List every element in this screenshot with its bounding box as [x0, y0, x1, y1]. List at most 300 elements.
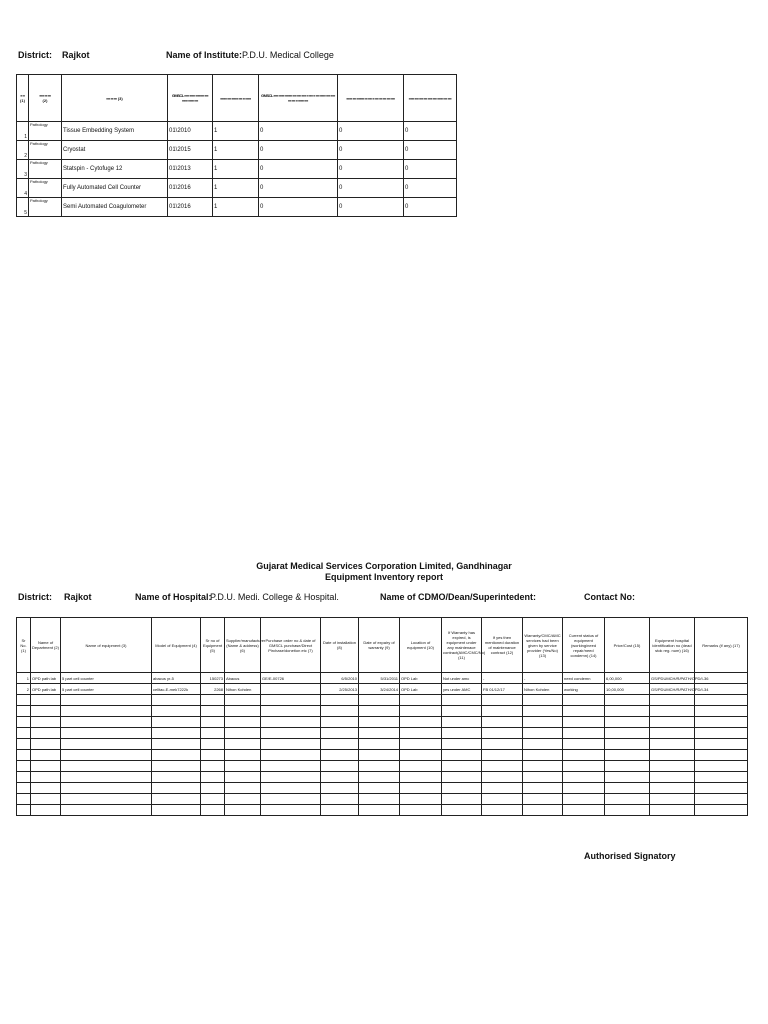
col-header-4: GMSCL ▪▪▪▪▪ ▪▪▪▪▪▪ ▪▪▪▪▪▪▪▪▪ ▪▪▪▪ ▪▪▪▪▪▪ ▪▪▪▪▪▪ ▪▪▪▪: [168, 75, 213, 122]
empty-cell: [31, 706, 61, 717]
cell-contract-duration: FB 01/12/17: [482, 684, 523, 695]
empty-cell: [152, 761, 201, 772]
empty-cell: [31, 794, 61, 805]
row-count: 1: [213, 198, 259, 217]
empty-cell: [61, 728, 152, 739]
empty-cell: [605, 728, 650, 739]
row-value: 0: [404, 122, 457, 141]
empty-cell: [31, 761, 61, 772]
row-count: 1: [213, 160, 259, 179]
empty-cell: [17, 761, 31, 772]
table-row: [17, 198, 457, 217]
row-value: 0: [338, 141, 404, 160]
cell-serial: 150273: [201, 673, 225, 684]
empty-cell: [359, 761, 400, 772]
empty-cell: [321, 717, 359, 728]
row-value: 0: [404, 160, 457, 179]
empty-cell: [523, 706, 563, 717]
form2-district-label: District:: [18, 592, 53, 602]
empty-cell: [400, 739, 442, 750]
empty-cell: [17, 695, 31, 706]
empty-cell: [695, 761, 748, 772]
empty-cell: [321, 739, 359, 750]
col-header-8: ▪▪▪▪▪▪ ▪▪▪▪ ▪▪▪▪ ▪▪▪▪ ▪▪▪▪▪ ▪▪▪▪ ▪▪▪▪▪▪ ▪▪▪▪ ▪▪▪▪: [404, 75, 457, 122]
row-department: Pathology: [29, 198, 62, 217]
empty-table-row: [17, 728, 748, 739]
empty-cell: [17, 772, 31, 783]
empty-cell: [61, 695, 152, 706]
empty-cell: [695, 717, 748, 728]
row-value: 0: [338, 179, 404, 198]
form2-district-value: Rajkot: [64, 592, 92, 602]
cell-current-status: need condemn: [563, 673, 605, 684]
col-header-remarks: Remarks (if any) (17): [695, 618, 748, 673]
col-header-2: ▪▪▪▪▪ ▪▪▪ ▪▪▪ (2): [29, 75, 62, 122]
empty-cell: [563, 706, 605, 717]
empty-table-row: [17, 739, 748, 750]
empty-cell: [359, 750, 400, 761]
cell-contract-duration: -: [482, 673, 523, 684]
row-value: 0: [259, 122, 338, 141]
empty-cell: [261, 695, 321, 706]
empty-cell: [442, 794, 482, 805]
empty-cell: [31, 783, 61, 794]
empty-table-row: [17, 783, 748, 794]
empty-cell: [523, 728, 563, 739]
empty-cell: [261, 739, 321, 750]
col-header-identification-no: Equipment hospital identification no (dead stok reg. num) (16): [650, 618, 695, 673]
row-value: 0: [404, 179, 457, 198]
row-sn: 2: [17, 141, 29, 160]
col-header-location: Location of equipment (10): [400, 618, 442, 673]
row-department: Pathology: [29, 122, 62, 141]
empty-cell: [563, 739, 605, 750]
empty-table-row: [17, 805, 748, 816]
row-value: 0: [404, 141, 457, 160]
row-value: 0: [259, 141, 338, 160]
cell-price: 10,00,000: [605, 684, 650, 695]
empty-cell: [201, 750, 225, 761]
col-header-service-provider: Warranty/CMC/AMC services had been given by service provider (Yes/No) (13): [523, 618, 563, 673]
empty-cell: [523, 739, 563, 750]
empty-cell: [201, 794, 225, 805]
row-equipment: Cryostat: [62, 141, 168, 160]
cell-price: 6,00,000: [605, 673, 650, 684]
empty-cell: [31, 750, 61, 761]
empty-cell: [261, 706, 321, 717]
empty-cell: [650, 728, 695, 739]
empty-cell: [261, 750, 321, 761]
col-header-maintenance-contract: If Warranty has expired, is equipment under any maintenace contract(AMC/CMC/No) (11): [442, 618, 482, 673]
empty-table-row: [17, 695, 748, 706]
cell-supplier: Nihon Kohden: [225, 684, 261, 695]
empty-cell: [400, 750, 442, 761]
empty-table-row: [17, 706, 748, 717]
row-date: 01\2010: [168, 122, 213, 141]
empty-cell: [359, 706, 400, 717]
empty-cell: [563, 717, 605, 728]
empty-cell: [31, 772, 61, 783]
empty-cell: [31, 728, 61, 739]
row-department: Pathology: [29, 141, 62, 160]
empty-cell: [563, 761, 605, 772]
empty-cell: [152, 695, 201, 706]
table-row: [17, 141, 457, 160]
empty-cell: [650, 772, 695, 783]
col-header-price: Price/Cost (15): [605, 618, 650, 673]
empty-cell: [261, 783, 321, 794]
cell-identification-no: GS/PDUMCH/R/PATH/OPD/I-34: [650, 684, 695, 695]
empty-cell: [225, 728, 261, 739]
row-value: 0: [338, 160, 404, 179]
col-header-supplier: Supplier/manufacturer (Name & address) (6): [225, 618, 261, 673]
empty-cell: [321, 805, 359, 816]
cell-model: abacus yr-5: [152, 673, 201, 684]
empty-cell: [482, 805, 523, 816]
empty-cell: [523, 772, 563, 783]
table-row: [17, 160, 457, 179]
empty-cell: [563, 794, 605, 805]
row-sn: 5: [17, 198, 29, 217]
col-header-installation-date: Date of installation (8): [321, 618, 359, 673]
row-value: 0: [259, 160, 338, 179]
empty-cell: [695, 772, 748, 783]
empty-table-row: [17, 717, 748, 728]
empty-cell: [482, 695, 523, 706]
empty-cell: [650, 739, 695, 750]
empty-cell: [17, 750, 31, 761]
empty-cell: [201, 717, 225, 728]
form2-hospital-label: Name of Hospital:: [135, 592, 212, 602]
empty-cell: [225, 794, 261, 805]
row-count: 1: [213, 179, 259, 198]
empty-cell: [695, 739, 748, 750]
empty-cell: [482, 794, 523, 805]
row-equipment: Semi Automated Coagulometer: [62, 198, 168, 217]
empty-cell: [442, 706, 482, 717]
col-header-purchase-order: Purchase order no & date of GMSCL purchase/Direct Pirchase/donetion etc (7): [261, 618, 321, 673]
empty-cell: [359, 805, 400, 816]
empty-table-row: [17, 794, 748, 805]
empty-cell: [152, 706, 201, 717]
empty-cell: [61, 761, 152, 772]
row-sn: 1: [17, 122, 29, 141]
empty-cell: [261, 805, 321, 816]
col-header-7: ▪▪▪▪▪▪ ▪▪▪▪ ▪▪▪▪▪▪▪▪ ▪▪▪ ▪▪▪▪ ▪▪ ▪▪▪▪ ▪▪▪ ▪▪▪▪ ▪▪▪▪ ▪▪▪▪: [338, 75, 404, 122]
form1-institute-value: P.D.U. Medical College: [242, 50, 334, 60]
empty-cell: [17, 706, 31, 717]
empty-cell: [650, 750, 695, 761]
empty-cell: [523, 750, 563, 761]
empty-cell: [605, 717, 650, 728]
table-row: [17, 684, 748, 695]
col-header-3: ▪▪▪▪ ▪▪▪ ▪▪▪ (3): [62, 75, 168, 122]
empty-cell: [31, 739, 61, 750]
table-row: [17, 673, 748, 684]
empty-cell: [61, 739, 152, 750]
empty-cell: [605, 761, 650, 772]
row-value: 0: [259, 198, 338, 217]
empty-cell: [695, 794, 748, 805]
table-header-row: [17, 618, 748, 673]
table-row: [17, 179, 457, 198]
empty-cell: [482, 750, 523, 761]
empty-cell: [17, 783, 31, 794]
empty-cell: [442, 805, 482, 816]
empty-cell: [225, 717, 261, 728]
cell-installation-date: 6/5/2010: [321, 673, 359, 684]
empty-cell: [563, 750, 605, 761]
row-value: 0: [338, 198, 404, 217]
cell-serial: 2268: [201, 684, 225, 695]
form2-hospital-value: P.D.U. Medi. College & Hospital.: [210, 592, 339, 602]
empty-cell: [17, 805, 31, 816]
empty-cell: [442, 717, 482, 728]
empty-cell: [225, 783, 261, 794]
empty-cell: [61, 772, 152, 783]
empty-cell: [321, 761, 359, 772]
empty-cell: [61, 750, 152, 761]
empty-cell: [152, 805, 201, 816]
empty-cell: [359, 717, 400, 728]
empty-cell: [201, 772, 225, 783]
empty-cell: [31, 695, 61, 706]
empty-cell: [523, 717, 563, 728]
empty-cell: [523, 761, 563, 772]
col-header-1: ▪▪ ▪▪ (1): [17, 75, 29, 122]
empty-cell: [650, 717, 695, 728]
cell-maintenance-contract: Not under amc: [442, 673, 482, 684]
form2-cdmo-label: Name of CDMO/Dean/Superintedent:: [380, 592, 537, 602]
empty-cell: [321, 794, 359, 805]
empty-cell: [201, 728, 225, 739]
empty-cell: [695, 783, 748, 794]
empty-cell: [650, 794, 695, 805]
empty-cell: [695, 728, 748, 739]
empty-cell: [442, 695, 482, 706]
empty-cell: [563, 695, 605, 706]
empty-cell: [482, 706, 523, 717]
col-header-equipment: Name of equipment (3): [61, 618, 152, 673]
empty-cell: [321, 772, 359, 783]
empty-cell: [442, 739, 482, 750]
cell-identification-no: GS/PDUMCH/R/PATH/OPD/I-36: [650, 673, 695, 684]
empty-cell: [605, 695, 650, 706]
empty-cell: [605, 805, 650, 816]
cell-sr-no: 2: [17, 684, 31, 695]
empty-cell: [605, 794, 650, 805]
row-date: 01\2013: [168, 160, 213, 179]
empty-cell: [650, 783, 695, 794]
row-date: 01\2016: [168, 198, 213, 217]
empty-cell: [152, 728, 201, 739]
empty-cell: [695, 750, 748, 761]
table-header-row: [17, 75, 457, 122]
empty-cell: [359, 739, 400, 750]
empty-cell: [695, 695, 748, 706]
row-value: 0: [404, 198, 457, 217]
empty-table-row: [17, 750, 748, 761]
cell-location: OPD Lab: [400, 684, 442, 695]
row-department: Pathology: [29, 179, 62, 198]
empty-cell: [523, 695, 563, 706]
empty-cell: [201, 783, 225, 794]
row-value: 0: [259, 179, 338, 198]
empty-cell: [605, 750, 650, 761]
col-header-6: GMSCL ▪▪▪▪▪ ▪▪▪▪▪▪ ▪▪▪▪▪▪▪▪ ▪▪▪▪ ▪▪▪▪ ▪▪▪▪▪ ▪▪ ▪▪▪▪ ▪▪ ▪▪▪▪ ▪▪▪▪▪▪ ▪▪▪▪ ▪▪▪▪▪ ▪▪▪ ▪▪▪▪ ▪▪ ▪▪▪▪▪▪ ▪▪▪▪: [259, 75, 338, 122]
empty-cell: [17, 728, 31, 739]
empty-cell: [61, 717, 152, 728]
cell-warranty-expiry: 3/24/2014: [359, 684, 400, 695]
empty-cell: [442, 783, 482, 794]
row-equipment: Tissue Embedding System: [62, 122, 168, 141]
cell-installation-date: 2/25/2013: [321, 684, 359, 695]
empty-cell: [31, 717, 61, 728]
empty-cell: [695, 805, 748, 816]
empty-cell: [650, 695, 695, 706]
row-count: 1: [213, 141, 259, 160]
cell-purchase-order: GE/E-00726: [261, 673, 321, 684]
empty-cell: [61, 805, 152, 816]
empty-cell: [563, 783, 605, 794]
empty-cell: [359, 783, 400, 794]
empty-cell: [17, 794, 31, 805]
col-header-current-status: Current status of equipment (working/need repair/need condemn) (14): [563, 618, 605, 673]
empty-table-row: [17, 761, 748, 772]
report-org-title: Gujarat Medical Services Corporation Limited, Gandhinagar: [256, 561, 512, 571]
col-header-department: Name of Department (2): [31, 618, 61, 673]
empty-cell: [17, 717, 31, 728]
row-equipment: Statspin - Cytofuge 12: [62, 160, 168, 179]
cell-warranty-expiry: 5/31/2011: [359, 673, 400, 684]
equipment-inventory-table: [16, 617, 748, 816]
empty-cell: [261, 728, 321, 739]
empty-cell: [482, 761, 523, 772]
report-subtitle: Equipment Inventory report: [324, 572, 443, 582]
department-equipment-table: [16, 74, 457, 217]
empty-cell: [650, 761, 695, 772]
empty-cell: [400, 717, 442, 728]
cell-supplier: Abacus: [225, 673, 261, 684]
row-sn: 4: [17, 179, 29, 198]
empty-cell: [201, 761, 225, 772]
empty-cell: [225, 772, 261, 783]
empty-cell: [359, 772, 400, 783]
row-value: 0: [338, 122, 404, 141]
empty-cell: [261, 761, 321, 772]
form1-district-label: District:: [18, 50, 53, 60]
empty-cell: [152, 717, 201, 728]
empty-cell: [482, 772, 523, 783]
empty-cell: [442, 750, 482, 761]
empty-cell: [482, 739, 523, 750]
empty-cell: [359, 728, 400, 739]
empty-cell: [261, 717, 321, 728]
empty-cell: [605, 739, 650, 750]
empty-cell: [400, 805, 442, 816]
empty-cell: [152, 794, 201, 805]
row-sn: 3: [17, 160, 29, 179]
cell-equipment: 5 part cell counter: [61, 673, 152, 684]
cell-maintenance-contract: yes under AMC: [442, 684, 482, 695]
empty-cell: [321, 728, 359, 739]
empty-cell: [523, 783, 563, 794]
empty-cell: [261, 794, 321, 805]
empty-cell: [359, 794, 400, 805]
col-header-5: ▪▪▪▪▪▪▪ ▪▪▪▪ ▪▪▪▪▪▪▪ ▪▪▪▪ ▪▪ ▪▪▪▪▪▪: [213, 75, 259, 122]
empty-cell: [225, 750, 261, 761]
empty-cell: [400, 761, 442, 772]
empty-cell: [650, 706, 695, 717]
empty-cell: [61, 794, 152, 805]
empty-cell: [359, 695, 400, 706]
cell-department: OPD path lab: [31, 673, 61, 684]
empty-cell: [225, 739, 261, 750]
empty-cell: [17, 739, 31, 750]
col-header-warranty-expiry: Date of expairy of warranty (9): [359, 618, 400, 673]
empty-cell: [321, 783, 359, 794]
empty-cell: [563, 805, 605, 816]
empty-cell: [400, 772, 442, 783]
empty-cell: [442, 772, 482, 783]
table-row: [17, 122, 457, 141]
cell-department: OPD path lab: [31, 684, 61, 695]
row-date: 01\2015: [168, 141, 213, 160]
empty-cell: [695, 706, 748, 717]
form2-contact-label: Contact No:: [584, 592, 635, 602]
empty-cell: [605, 772, 650, 783]
empty-cell: [482, 728, 523, 739]
empty-cell: [31, 805, 61, 816]
empty-cell: [523, 805, 563, 816]
cell-sr-no: 1: [17, 673, 31, 684]
form1-institute-label: Name of Institute:: [166, 50, 243, 60]
col-header-model: Model of Equipment (4): [152, 618, 201, 673]
empty-cell: [400, 695, 442, 706]
empty-cell: [225, 695, 261, 706]
empty-cell: [201, 739, 225, 750]
col-header-contract-duration: If yes then mentioned duration of maintenance contract (12): [482, 618, 523, 673]
empty-cell: [201, 805, 225, 816]
empty-cell: [201, 695, 225, 706]
empty-cell: [225, 805, 261, 816]
empty-cell: [563, 728, 605, 739]
empty-cell: [605, 783, 650, 794]
empty-cell: [225, 706, 261, 717]
col-header-serial: Sr no of Equipment (5): [201, 618, 225, 673]
row-date: 01\2016: [168, 179, 213, 198]
cell-service-provider: Nihon Kohden: [523, 684, 563, 695]
empty-cell: [482, 783, 523, 794]
empty-cell: [605, 706, 650, 717]
empty-cell: [61, 783, 152, 794]
empty-cell: [482, 717, 523, 728]
empty-cell: [400, 783, 442, 794]
row-equipment: Fully Automated Cell Counter: [62, 179, 168, 198]
col-header-sr-no: Sr No. (1): [17, 618, 31, 673]
empty-cell: [152, 783, 201, 794]
cell-equipment: 5 part cell counter: [61, 684, 152, 695]
empty-cell: [442, 728, 482, 739]
empty-cell: [261, 772, 321, 783]
form1-district-value: Rajkot: [62, 50, 90, 60]
row-department: Pathology: [29, 160, 62, 179]
empty-cell: [152, 739, 201, 750]
empty-cell: [650, 805, 695, 816]
cell-current-status: working: [563, 684, 605, 695]
empty-cell: [321, 750, 359, 761]
cell-model: celltac-E-mek7222k: [152, 684, 201, 695]
